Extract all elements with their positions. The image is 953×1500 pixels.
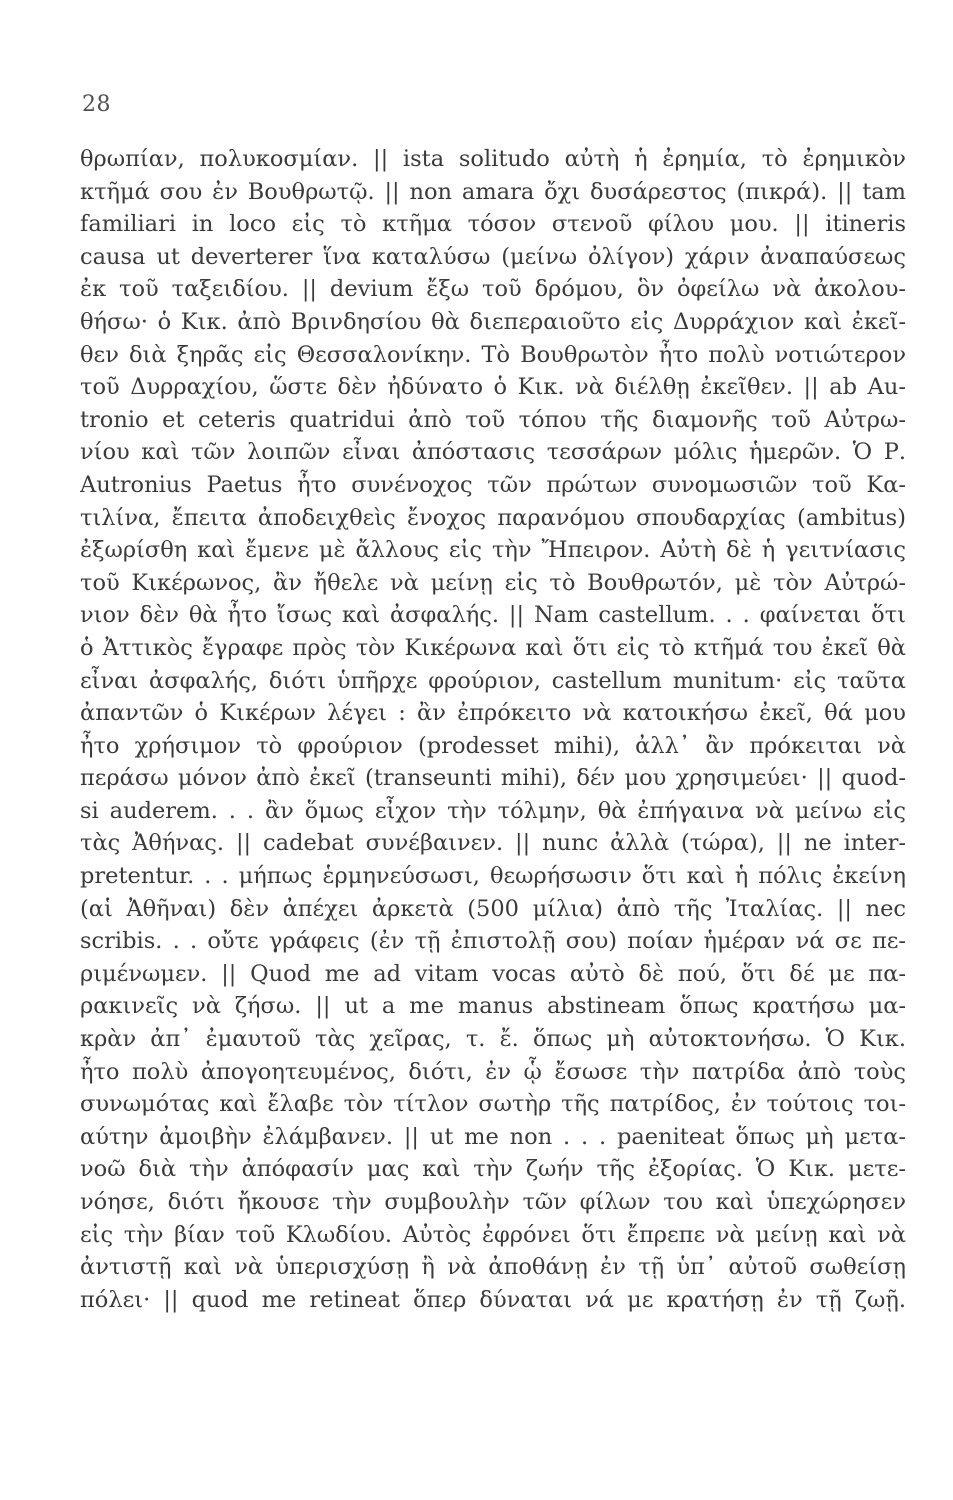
text-line: πόλει· || quod me retineat ὅπερ δύναται νά με κρατήσῃ ἐν τῇ ζωῇ. <box>80 1286 906 1313</box>
text-line: ἦτο πολὺ ἀπογοητευμένος, διότι, ἐν ᾧ ἔσωσε τὴν πατρίδα ἀπὸ τοὺς <box>80 1058 906 1085</box>
text-line: θρωπίαν, πολυκοσμίαν. || ista solitudo αὐτὴ ἡ ἐρημία, τὸ ἐρημικὸν <box>80 146 906 172</box>
text-line: (αἱ Ἀθῆναι) δὲν ἀπέχει ἀρκετὰ (500 μίλια) ἀπὸ τῆς Ἰταλίας. || nec <box>80 895 906 922</box>
text-line: familiari in loco εἰς τὸ κτῆμα τόσον στενοῦ φίλου μου. || itineris <box>80 211 906 238</box>
text-line: causa ut deverterer ἵνα καταλύσω (μείνω ὀλίγον) χάριν ἀναπαύσεως <box>80 243 906 270</box>
text-line: θήσω· ὁ Κικ. ἀπὸ Βρινδησίου θὰ διεπεραιοῦτο εἰς Δυρράχιον καὶ ἐκεῖ- <box>80 308 906 335</box>
text-line: τιλίνα, ἔπειτα ἀποδειχθεὶς ἔνοχος παρανόμου σπουδαρχίας (ambitus) <box>80 504 906 531</box>
text-line: νόησε, διότι ἤκουσε τὴν συμβουλὴν τῶν φίλων του καὶ ὑπεχώρησεν <box>80 1189 906 1215</box>
text-line: κτῆμά σου ἐν Βουθρωτῷ. || non amara ὄχι δυσάρεστος (πικρά). || tam <box>80 178 906 205</box>
text-line: Autronius Paetus ἦτο συνένοχος τῶν πρώτων συνομωσιῶν τοῦ Κα- <box>80 471 906 498</box>
text-line: νίου καὶ τῶν λοιπῶν εἶναι ἀπόστασις τεσσάρων μόλις ἡμερῶν. Ὁ Ρ. <box>80 439 906 466</box>
text-line: νοῶ διὰ τὴν ἀπόφασίν μας καὶ τὴν ζωήν τῆς ἐξορίας. Ὁ Κικ. μετε- <box>80 1156 906 1183</box>
text-line: scribis. . . οὔτε γράφεις (ἐν τῇ ἐπιστολῇ σου) ποίαν ἡμέραν νά σε πε- <box>80 928 906 955</box>
text-line: ἦτο χρήσιμον τὸ φρούριον (prodesset mihi), ἀλλ᾽ ἂν πρόκειται νὰ <box>80 732 906 759</box>
text-line: ἀντιστῇ καὶ νὰ ὑπερισχύσῃ ἢ νὰ ἀποθάνῃ ἐν τῇ ὑπ᾽ αὐτοῦ σωθείσῃ <box>80 1254 906 1281</box>
text-line: ριμένωμεν. || Quod me ad vitam vocas αὐτὸ δὲ πού, ὅτι δέ με πα- <box>80 960 906 987</box>
text-line: θεν διὰ ξηρᾶς εἰς Θεσσαλονίκην. Τὸ Βουθρωτὸν ἦτο πολὺ νοτιώτερον <box>80 341 906 368</box>
text-line: περάσω μόνον ἀπὸ ἐκεῖ (transeunti mihi), δέν μου χρησιμεύει· || quod- <box>80 765 906 792</box>
text-line: tronio et ceteris quatridui ἀπὸ τοῦ τόπου τῆς διαμονῆς τοῦ Αὐτρω- <box>80 406 906 433</box>
text-line: si auderem. . . ἂν ὅμως εἶχον τὴν τόλμην, θὰ ἐπήγαινα νὰ μείνω εἰς <box>80 797 906 824</box>
body-text <box>80 143 906 1316</box>
text-line: ρακινεῖς νὰ ζήσω. || ut a me manus abstineam ὅπως κρατήσω μα- <box>80 993 906 1020</box>
text-line: ἐκ τοῦ ταξειδίου. || devium ἔξω τοῦ δρόμου, ὃν ὀφείλω νὰ ἀκολου- <box>80 276 906 303</box>
text-line: αύτην ἀμοιβὴν ἐλάμβανεν. || ut me non . . . paeniteat ὅπως μὴ μετα- <box>80 1123 906 1150</box>
text-line: νιον δὲν θὰ ἦτο ἴσως καὶ ἀσφαλής. || Nam castellum. . . φαίνεται ὅτι <box>80 602 906 629</box>
text-line: pretentur. . . μήπως ἑρμηνεύσωσι, θεωρήσωσιν ὅτι καὶ ἡ πόλις ἐκείνη <box>80 863 906 890</box>
text-line: εἶναι ἀσφαλής, διότι ὑπῆρχε φρούριον, castellum munitum· εἰς ταῦτα <box>80 667 906 694</box>
text-line: συνωμότας καὶ ἔλαβε τὸν τίτλον σωτὴρ τῆς πατρίδος, ἐν τούτοις τοι- <box>80 1091 906 1118</box>
text-line: τοῦ Κικέρωνος, ἂν ἤθελε νὰ μείνῃ εἰς τὸ Βουθρωτόν, μὲ τὸν Αὐτρώ- <box>80 569 906 596</box>
text-line: ὁ Ἀττικὸς ἔγραφε πρὸς τὸν Κικέρωνα καὶ ὅτι εἰς τὸ κτῆμά του ἐκεῖ θὰ <box>80 634 906 661</box>
text-line: εἰς τὴν βίαν τοῦ Κλωδίου. Αὐτὸς ἐφρόνει ὅτι ἔπρεπε νὰ μείνῃ καὶ νὰ <box>80 1221 906 1248</box>
text-line: ἀπαντῶν ὁ Κικέρων λέγει : ἂν ἐπρόκειτο νὰ κατοικήσω ἐκεῖ, θά μου <box>80 700 906 727</box>
page-number: 28 <box>82 92 111 117</box>
text-line: ἐξωρίσθη καὶ ἔμενε μὲ ἄλλους εἰς τὴν Ἤπειρον. Αὐτὴ δὲ ἡ γειτνίασις <box>80 537 906 564</box>
text-line: τὰς Ἀθήνας. || cadebat συνέβαινεν. || nunc ἀλλὰ (τώρα), || ne inter- <box>80 830 906 857</box>
text-line: κρὰν ἀπ᾽ ἐμαυτοῦ τὰς χεῖρας, τ. ἔ. ὅπως μὴ αὐτοκτονήσω. Ὁ Κικ. <box>80 1026 906 1053</box>
text-line: τοῦ Δυρραχίου, ὥστε δὲν ἠδύνατο ὁ Κικ. νὰ διέλθῃ ἐκεῖθεν. || ab Au- <box>80 374 906 401</box>
